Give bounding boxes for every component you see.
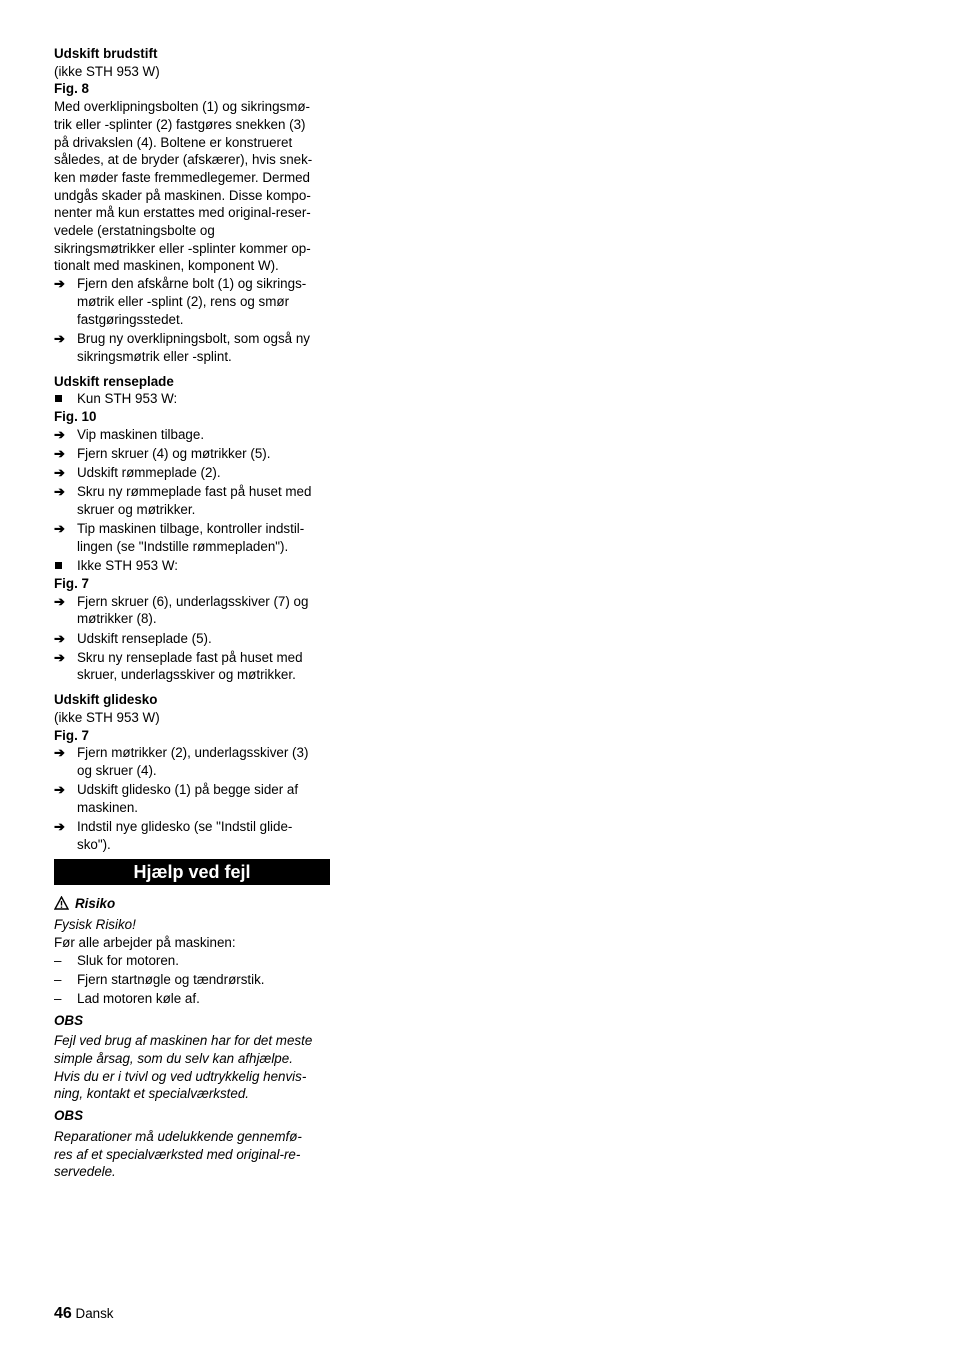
obs-text xyxy=(54,1032,330,1103)
dash-text: Lad motoren køle af. xyxy=(77,990,200,1006)
step-item xyxy=(54,818,330,853)
section-title-glidesko: Udskift glidesko xyxy=(54,692,158,708)
section-note: (ikke STH 953 W) xyxy=(54,63,160,79)
dash-item xyxy=(54,952,330,970)
step-line: lingen (se "Indstille rømmepladen"). xyxy=(77,538,289,554)
para-line: på drivakslen (4). Boltene er konstrueret xyxy=(54,134,293,150)
warning-triangle-icon xyxy=(54,896,69,910)
arrow-icon: ➔ xyxy=(54,630,65,646)
arrow-icon: ➔ xyxy=(54,445,65,461)
arrow-icon: ➔ xyxy=(54,649,65,665)
risk-subtitle: Fysisk Risiko! xyxy=(54,917,136,933)
step-item xyxy=(54,426,330,444)
step-line: fastgøringsstedet. xyxy=(77,311,184,327)
step-line: maskinen. xyxy=(77,799,139,815)
step-line: Skru ny rømmeplade fast på huset med xyxy=(77,484,312,500)
step-item xyxy=(54,630,330,648)
obs-line: ning, kontakt et specialværksted. xyxy=(54,1086,250,1102)
para-line: tionalt med maskinen, komponent W). xyxy=(54,258,279,274)
step-line: Udskift renseplade (5). xyxy=(77,630,212,646)
step-line: Fjern møtrikker (2), underlagsskiver (3) xyxy=(77,745,309,761)
section-title-brudstift: Udskift brudstift xyxy=(54,46,158,61)
language-label: Dansk xyxy=(75,1306,114,1321)
step-item xyxy=(54,330,330,365)
step-item xyxy=(54,649,330,684)
dash-item xyxy=(54,990,330,1008)
main-column xyxy=(54,45,330,1181)
risk-heading xyxy=(54,895,330,913)
arrow-icon: ➔ xyxy=(54,745,65,761)
step-item xyxy=(54,275,330,328)
step-item xyxy=(54,464,330,482)
case-item xyxy=(54,557,330,575)
step-line: Vip maskinen tilbage. xyxy=(77,426,205,442)
arrow-icon: ➔ xyxy=(54,276,65,292)
square-bullet-icon xyxy=(55,395,62,402)
risk-label: Risiko xyxy=(75,896,116,912)
dash-text: Fjern startnøgle og tændrørstik. xyxy=(77,971,265,987)
obs-line: Reparationer må udelukkende gennemfø- xyxy=(54,1128,302,1144)
chapter-banner: Hjælp ved fejl xyxy=(54,859,330,885)
step-line: Brug ny overklipningsbolt, som også ny xyxy=(77,331,310,347)
fig-ref: Fig. 8 xyxy=(54,81,89,97)
arrow-icon: ➔ xyxy=(54,426,65,442)
step-item xyxy=(54,483,330,518)
para-line: ken møder faste fremmedlegemer. Dermed xyxy=(54,169,311,185)
para-line: nenter må kun erstattes med original-reser- xyxy=(54,205,311,221)
para-line: Med overklipningsbolten (1) og sikringsmø- xyxy=(54,99,311,115)
step-line: møtrikker (8). xyxy=(77,611,157,627)
arrow-icon: ➔ xyxy=(54,331,65,347)
case-label: Ikke STH 953 W: xyxy=(77,558,178,574)
step-line: skruer og møtrikker. xyxy=(77,502,196,518)
case-label: Kun STH 953 W: xyxy=(77,391,178,407)
step-line: og skruer (4). xyxy=(77,762,157,778)
arrow-icon: ➔ xyxy=(54,484,65,500)
dash-marker: – xyxy=(54,971,62,987)
step-line: Fjern skruer (4) og møtrikker (5). xyxy=(77,445,271,461)
dash-marker: – xyxy=(54,990,62,1006)
arrow-icon: ➔ xyxy=(54,782,65,798)
step-line: sko"). xyxy=(77,836,111,852)
step-item xyxy=(54,593,330,628)
step-line: Fjern skruer (6), underlagsskiver (7) og xyxy=(77,593,309,609)
dash-item xyxy=(54,971,330,989)
section-title-renseplade: Udskift renseplade xyxy=(54,373,174,389)
fig-ref: Fig. 7 xyxy=(54,727,89,743)
para-line: således, at de bryder (afskærer), hvis snek- xyxy=(54,152,313,168)
page-number: 46 xyxy=(54,1305,72,1322)
obs-line: servedele. xyxy=(54,1164,116,1180)
obs-line: res af et specialværksted med original-re- xyxy=(54,1146,301,1162)
para-line: undgås skader på maskinen. Disse kompo- xyxy=(54,187,311,203)
page-footer xyxy=(54,1305,114,1323)
square-bullet-icon xyxy=(55,562,62,569)
obs-line: Fejl ved brug af maskinen har for det meste xyxy=(54,1033,313,1049)
para-line: trik eller -splinter (2) fastgøres snekken (3) xyxy=(54,116,306,132)
arrow-icon: ➔ xyxy=(54,521,65,537)
obs-label: OBS xyxy=(54,1108,84,1124)
dash-text: Sluk for motoren. xyxy=(77,952,179,968)
para-line: vedele (erstatningsbolte og xyxy=(54,223,215,239)
step-line: møtrik eller -splint (2), rens og smør xyxy=(77,293,290,309)
paragraph xyxy=(54,98,330,275)
step-line: skruer, underlagsskiver og møtrikker. xyxy=(77,667,296,683)
risk-intro: Før alle arbejder på maskinen: xyxy=(54,934,236,950)
section-note: (ikke STH 953 W) xyxy=(54,709,160,725)
obs-label: OBS xyxy=(54,1012,84,1028)
arrow-icon: ➔ xyxy=(54,819,65,835)
step-item xyxy=(54,781,330,816)
obs-text xyxy=(54,1128,330,1181)
obs-line: Hvis du er i tvivl og ved udtrykkelig henvis- xyxy=(54,1068,307,1084)
step-line: Indstil nye glidesko (se "Indstil glide- xyxy=(77,819,293,835)
para-line: sikringsmøtrikker eller -splinter kommer op- xyxy=(54,240,311,256)
step-line: sikringsmøtrik eller -splint. xyxy=(77,348,232,364)
fig-ref: Fig. 7 xyxy=(54,575,89,591)
step-item xyxy=(54,445,330,463)
dash-marker: – xyxy=(54,952,62,968)
arrow-icon: ➔ xyxy=(54,593,65,609)
case-item xyxy=(54,390,330,408)
step-line: Skru ny renseplade fast på huset med xyxy=(77,649,303,665)
step-item xyxy=(54,744,330,779)
step-line: Fjern den afskårne bolt (1) og sikrings- xyxy=(77,276,307,292)
step-item xyxy=(54,520,330,555)
step-line: Udskift glidesko (1) på begge sider af xyxy=(77,782,299,798)
fig-ref: Fig. 10 xyxy=(54,409,97,425)
obs-line: simple årsag, som du selv kan afhjælpe. xyxy=(54,1051,293,1067)
step-line: Tip maskinen tilbage, kontroller indstil- xyxy=(77,521,305,537)
arrow-icon: ➔ xyxy=(54,465,65,481)
step-line: Udskift rømmeplade (2). xyxy=(77,465,221,481)
